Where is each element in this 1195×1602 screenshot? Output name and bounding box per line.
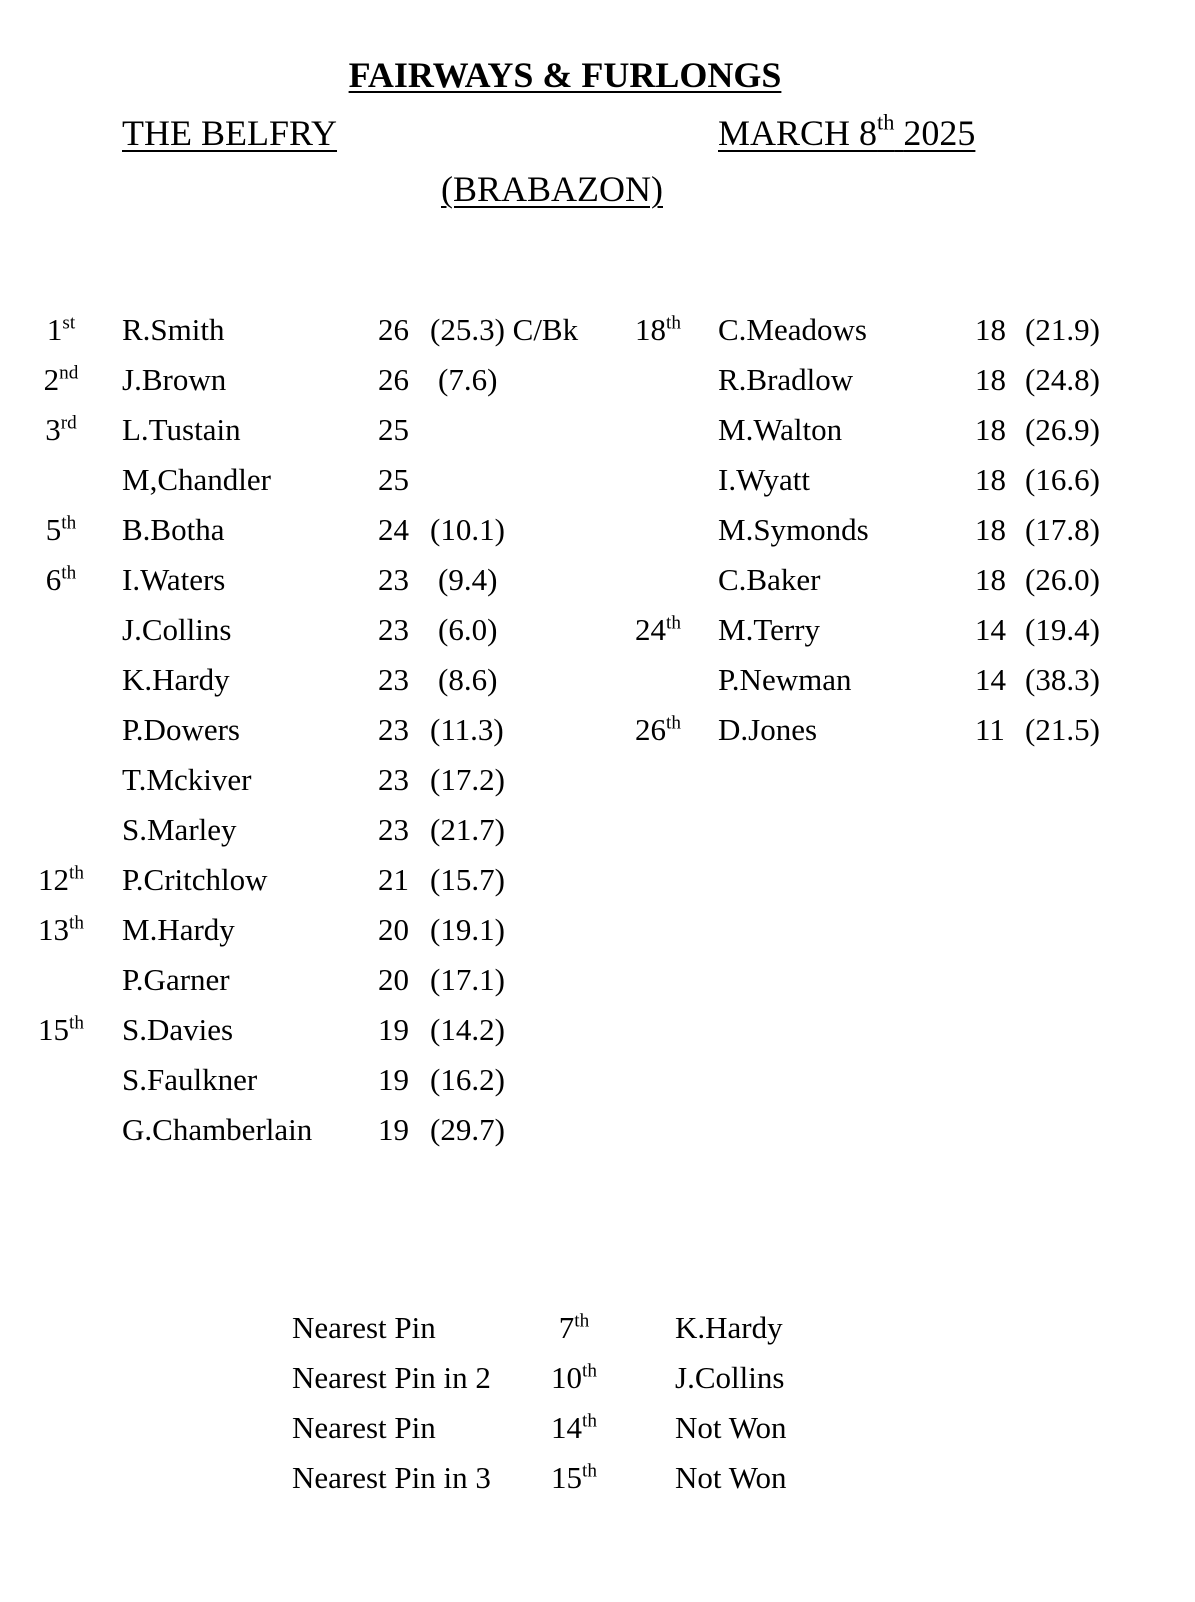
- player-name: J.Collins: [122, 612, 232, 647]
- player-name: B.Botha: [122, 512, 225, 547]
- result-row: [0, 512, 620, 548]
- pin-winner: K.Hardy: [675, 1310, 783, 1345]
- result-row: [0, 812, 620, 848]
- pin-winner: Not Won: [675, 1460, 787, 1495]
- player-handicap: (26.9): [1025, 412, 1100, 447]
- player-points: 23: [378, 712, 409, 747]
- pin-hole-ordinal: th: [582, 1460, 597, 1482]
- player-name: M.Terry: [718, 612, 820, 647]
- player-name: L.Tustain: [122, 412, 241, 447]
- result-row: [0, 1062, 620, 1098]
- nearest-pin-row: [0, 1360, 900, 1396]
- player-handicap: (8.6): [438, 662, 498, 697]
- course-heading: (BRABAZON): [441, 169, 663, 209]
- result-row: [0, 712, 620, 748]
- result-row: [0, 612, 620, 648]
- result-row: [0, 862, 620, 898]
- player-handicap: (17.1): [430, 962, 505, 997]
- result-row: [0, 762, 620, 798]
- pin-competition: Nearest Pin: [292, 1310, 436, 1345]
- date-year: 2025: [903, 113, 976, 153]
- player-handicap: (16.2): [430, 1062, 505, 1097]
- position-number: 18: [635, 312, 667, 347]
- position-ordinal: th: [666, 612, 681, 634]
- nearest-pin-row: [0, 1460, 900, 1496]
- player-points: 14: [975, 662, 1006, 697]
- pin-hole-number: 7: [558, 1310, 575, 1345]
- player-handicap: (10.1): [430, 512, 505, 547]
- position-number: 5: [45, 512, 62, 547]
- result-row: [0, 412, 620, 448]
- finish-position: [30, 912, 92, 948]
- player-handicap: (21.9): [1025, 312, 1100, 347]
- result-row: [600, 712, 1160, 748]
- player-name: I.Wyatt: [718, 462, 810, 497]
- date-heading: [718, 109, 976, 154]
- pin-hole: [540, 1310, 608, 1346]
- pin-competition: Nearest Pin: [292, 1410, 436, 1445]
- player-points: 26: [378, 312, 409, 347]
- result-row: [600, 562, 1160, 598]
- result-row: [600, 312, 1160, 348]
- player-points: 23: [378, 762, 409, 797]
- results-right-column: [600, 312, 1160, 772]
- player-name: T.Mckiver: [122, 762, 252, 797]
- venue-heading: THE BELFRY: [122, 113, 338, 153]
- result-row: [0, 312, 620, 348]
- finish-position: [30, 562, 92, 598]
- player-points: 19: [378, 1012, 409, 1047]
- player-points: 18: [975, 462, 1006, 497]
- player-points: 23: [378, 562, 409, 597]
- finish-position: [30, 362, 92, 398]
- position-ordinal: st: [62, 312, 76, 334]
- player-name: K.Hardy: [122, 662, 230, 697]
- result-row: [0, 1112, 620, 1148]
- player-points: 23: [378, 612, 409, 647]
- date-month-day: MARCH 8: [718, 113, 878, 153]
- position-ordinal: th: [61, 562, 77, 584]
- player-name: M.Hardy: [122, 912, 235, 947]
- player-name: R.Smith: [122, 312, 225, 347]
- pin-hole-ordinal: th: [582, 1360, 597, 1382]
- player-points: 25: [378, 412, 409, 447]
- player-points: 25: [378, 462, 409, 497]
- pin-hole-ordinal: th: [582, 1410, 597, 1432]
- result-row: [0, 962, 620, 998]
- result-row: [0, 462, 620, 498]
- player-points: 18: [975, 562, 1006, 597]
- position-number: 24: [635, 612, 667, 647]
- position-ordinal: th: [666, 712, 681, 734]
- player-handicap: (6.0): [438, 612, 498, 647]
- result-row: [0, 662, 620, 698]
- player-name: M,Chandler: [122, 462, 271, 497]
- player-handicap: (7.6): [438, 362, 498, 397]
- position-number: 26: [635, 712, 667, 747]
- result-row: [0, 1012, 620, 1048]
- pin-competition: Nearest Pin in 3: [292, 1460, 491, 1495]
- pin-hole-ordinal: th: [574, 1310, 590, 1332]
- player-handicap: (14.2): [430, 1012, 505, 1047]
- result-row: [600, 662, 1160, 698]
- position-ordinal: th: [69, 862, 84, 884]
- position-ordinal: nd: [59, 362, 79, 384]
- player-name: G.Chamberlain: [122, 1112, 313, 1147]
- player-points: 14: [975, 612, 1006, 647]
- result-row: [600, 362, 1160, 398]
- pin-winner: J.Collins: [675, 1360, 785, 1395]
- player-points: 19: [378, 1062, 409, 1097]
- player-points: 23: [378, 662, 409, 697]
- player-name: M.Symonds: [718, 512, 869, 547]
- pin-hole: [540, 1460, 608, 1496]
- player-name: M.Walton: [718, 412, 843, 447]
- player-points: 21: [378, 862, 409, 897]
- player-handicap: (24.8): [1025, 362, 1100, 397]
- finish-position: [30, 512, 92, 548]
- nearest-pin-row: [0, 1410, 900, 1446]
- player-points: 20: [378, 912, 409, 947]
- player-handicap: (19.4): [1025, 612, 1100, 647]
- finish-position: [30, 1012, 92, 1048]
- finish-position: [30, 412, 92, 448]
- finish-position: [30, 312, 92, 348]
- results-left-column: [0, 312, 620, 1172]
- player-points: 18: [975, 312, 1006, 347]
- result-row: [0, 362, 620, 398]
- position-number: 13: [38, 912, 70, 947]
- position-ordinal: th: [69, 912, 84, 934]
- player-handicap: (11.3): [430, 712, 504, 747]
- finish-position: [628, 712, 688, 748]
- finish-position: [30, 862, 92, 898]
- player-handicap: (25.3) C/Bk: [430, 312, 579, 347]
- player-points: 20: [378, 962, 409, 997]
- result-row: [0, 912, 620, 948]
- finish-position: [628, 612, 688, 648]
- date-ordinal: th: [877, 109, 895, 135]
- player-name: P.Newman: [718, 662, 852, 697]
- player-handicap: (29.7): [430, 1112, 505, 1147]
- player-name: C.Meadows: [718, 312, 867, 347]
- position-number: 3: [45, 412, 61, 447]
- player-handicap: (9.4): [438, 562, 498, 597]
- result-row: [600, 462, 1160, 498]
- player-name: J.Brown: [122, 362, 227, 397]
- position-number: 1: [46, 312, 63, 347]
- player-points: 26: [378, 362, 409, 397]
- result-row: [600, 512, 1160, 548]
- player-name: I.Waters: [122, 562, 226, 597]
- position-ordinal: th: [69, 1012, 84, 1034]
- player-name: C.Baker: [718, 562, 821, 597]
- position-ordinal: rd: [60, 412, 77, 434]
- position-number: 2: [43, 362, 60, 397]
- nearest-pin-row: [0, 1310, 900, 1346]
- player-points: 23: [378, 812, 409, 847]
- player-handicap: (21.5): [1025, 712, 1100, 747]
- position-ordinal: th: [666, 312, 681, 334]
- pin-hole-number: 14: [551, 1410, 583, 1445]
- player-name: D.Jones: [718, 712, 818, 747]
- pin-hole: [540, 1360, 608, 1396]
- player-points: 19: [378, 1112, 409, 1147]
- player-points: 18: [975, 512, 1006, 547]
- pin-hole: [540, 1410, 608, 1446]
- finish-position: [628, 312, 688, 348]
- result-row: [0, 562, 620, 598]
- page-title: FAIRWAYS & FURLONGS: [348, 55, 782, 95]
- player-handicap: (38.3): [1025, 662, 1100, 697]
- pin-competition: Nearest Pin in 2: [292, 1360, 491, 1395]
- player-points: 24: [378, 512, 409, 547]
- player-handicap: (26.0): [1025, 562, 1100, 597]
- player-name: P.Critchlow: [122, 862, 268, 897]
- player-name: S.Marley: [122, 812, 237, 847]
- position-ordinal: th: [61, 512, 77, 534]
- player-name: R.Bradlow: [718, 362, 854, 397]
- player-name: S.Faulkner: [122, 1062, 258, 1097]
- result-row: [600, 412, 1160, 448]
- player-handicap: (15.7): [430, 862, 505, 897]
- player-handicap: (17.8): [1025, 512, 1100, 547]
- player-points: 18: [975, 412, 1006, 447]
- player-name: P.Dowers: [122, 712, 240, 747]
- position-number: 6: [45, 562, 62, 597]
- result-row: [600, 612, 1160, 648]
- player-points: 11: [975, 712, 1005, 747]
- player-points: 18: [975, 362, 1006, 397]
- pin-hole-number: 15: [551, 1460, 583, 1495]
- player-name: P.Garner: [122, 962, 230, 997]
- position-number: 15: [38, 1012, 70, 1047]
- player-handicap: (16.6): [1025, 462, 1100, 497]
- position-number: 12: [38, 862, 70, 897]
- player-handicap: (19.1): [430, 912, 505, 947]
- pin-hole-number: 10: [551, 1360, 583, 1395]
- player-name: S.Davies: [122, 1012, 234, 1047]
- player-handicap: (21.7): [430, 812, 505, 847]
- player-handicap: (17.2): [430, 762, 505, 797]
- nearest-pin-table: [0, 1310, 900, 1530]
- pin-winner: Not Won: [675, 1410, 787, 1445]
